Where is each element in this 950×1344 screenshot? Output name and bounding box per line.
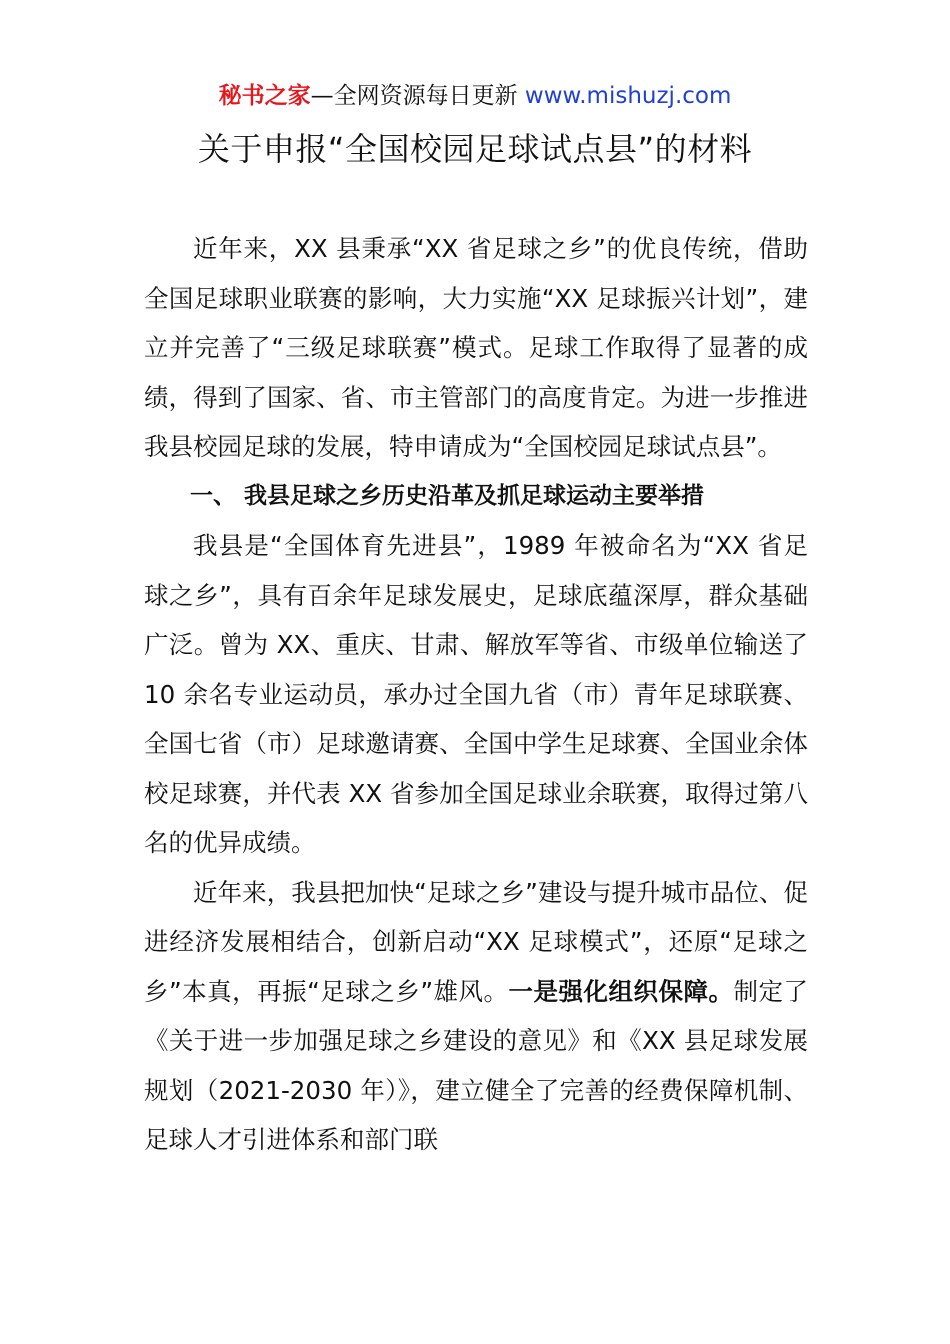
intro-paragraph: 近年来，XX 县秉承“XX 省足球之乡”的优良传统，借助全国足球职业联赛的影响，大力实施“XX 足球振兴计划”，建立并完善了“三级足球联赛”模式。足球工作取得了显著的成绩，得到了国家、省、市主管部门的高度肯定。为进一步推进我县校园足球的发展，特申请成为“全国校园足球试点县”。 — [144, 234, 808, 461]
measure-lead-bold: 一是强化组织保障。 — [508, 976, 734, 1006]
section-heading: 一、 我县足球之乡历史沿革及抓足球运动主要举措 — [190, 482, 705, 509]
document-body — [144, 224, 808, 1165]
brand-name: 秘书之家 — [218, 83, 311, 109]
document-title: 关于申报“全国校园足球试点县”的材料 — [197, 130, 753, 168]
history-paragraph: 我县是“全国体育先进县”，1989 年被命名为“XX 省足球之乡”，具有百余年足球发展史，足球底蕴深厚，群众基础广泛。曾为 XX、重庆、甘肃、解放军等省、市级单位输送了 10 余名专业运动员，承办过全国九省（市）青年足球联赛、全国七省（市）足球邀请赛、全国中学生足球赛、全国业余体校足球赛，并代表 XX 省参加全国足球业余联赛，取得过第八名的优异成绩。 — [144, 531, 808, 857]
site-header — [0, 80, 950, 112]
measures-paragraph — [144, 868, 808, 1165]
site-url-link[interactable]: www.mishuzj.com — [524, 83, 732, 109]
site-tagline: —全网资源每日更新 — [310, 83, 525, 109]
measure-detail: 制定了《关于进一步加强足球之乡建设的意见》和《XX 县足球发展规划（2021-2030 年）》，建立健全了完善的经费保障机制、足球人才引进体系和部门联 — [144, 976, 809, 1154]
measures-intro: 近年来，我县把加快“足球之乡”建设与提升城市品位、促进经济发展相结合，创新启动“XX 足球模式”，还原“足球之乡”本真，再振“足球之乡”雄风。 — [144, 877, 808, 1006]
